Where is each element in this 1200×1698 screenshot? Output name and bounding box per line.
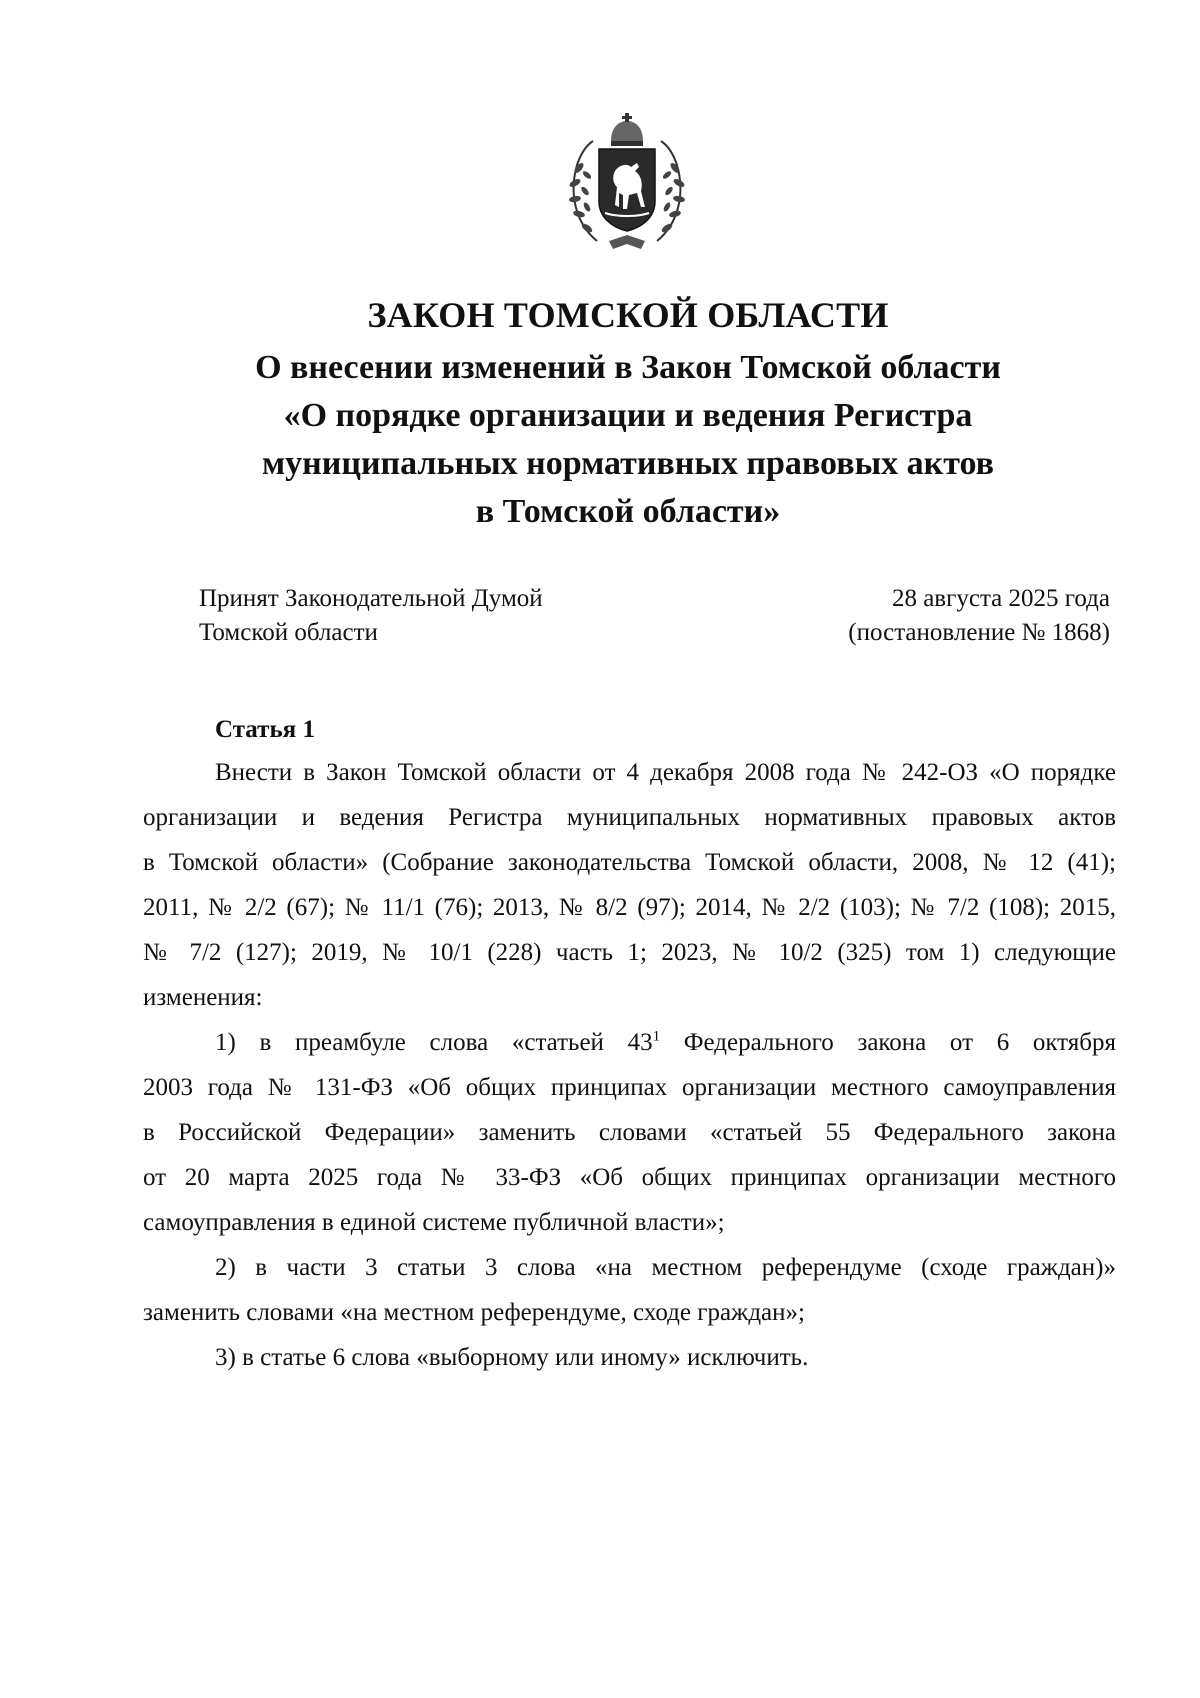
item-1-text: Федерального закона от 6 октября: [660, 1029, 1116, 1056]
item-1-first-line: [143, 1020, 1116, 1065]
body-line: 2003 года № 131-ФЗ «Об общих принципах организации местного самоуправления: [143, 1074, 1116, 1101]
body-line: 2011, № 2/2 (67); № 11/1 (76); 2013, № 8/2 (97); 2014, № 2/2 (103); № 7/2 (108); 2015,: [143, 894, 1116, 921]
superscript: 1: [652, 1028, 661, 1045]
subtitle-line: в Томской области»: [475, 493, 781, 530]
body-line: в Российской Федерации» заменить словами «статьей 55 Федерального закона: [143, 1119, 1116, 1146]
body-line: Внести в Закон Томской области от 4 декабря 2008 года № 242-ОЗ «О порядке: [215, 759, 1116, 786]
body-line: от 20 марта 2025 года № 33-ФЗ «Об общих принципах организации местного: [143, 1164, 1116, 1191]
body-line: организации и ведения Регистра муниципальных нормативных правовых актов: [143, 804, 1116, 831]
subtitle-line: О внесении изменений в Закон Томской области: [255, 349, 1001, 386]
adopted-by-line: Томской области: [199, 619, 378, 646]
body-line: изменения:: [143, 984, 263, 1011]
law-title-block: [0, 293, 1200, 536]
item-3-line: 3) в статье 6 слова «выборному или иному» исключить.: [215, 1344, 809, 1371]
body-line: самоуправления в единой системе публичной власти»;: [143, 1209, 725, 1236]
article-body: [143, 750, 1116, 1380]
coat-of-arms-icon: [557, 113, 697, 255]
adopted-by-line: Принят Законодательной Думой: [199, 585, 543, 612]
adoption-date: [848, 582, 1110, 650]
law-subtitle: [0, 344, 1200, 536]
law-title: ЗАКОН ТОМСКОЙ ОБЛАСТИ: [367, 295, 889, 335]
subtitle-line: муниципальных нормативных правовых актов: [262, 445, 994, 482]
subtitle-line: «О порядке организации и ведения Регистра: [283, 397, 973, 434]
body-line: № 7/2 (127); 2019, № 10/1 (228) часть 1; 2023, № 10/2 (325) том 1) следующие: [143, 939, 1116, 966]
body-line: в Томской области» (Собрание законодательства Томской области, 2008, № 12 (41);: [143, 849, 1116, 876]
item-2-line: 2) в части 3 статьи 3 слова «на местном референдуме (сходе граждан)»: [215, 1254, 1116, 1281]
item-2-line: заменить словами «на местном референдуме, сходе граждан»;: [143, 1299, 805, 1326]
adopted-by: [199, 582, 543, 650]
adoption-date-line: 28 августа 2025 года: [891, 585, 1110, 612]
resolution-number: (постановление № 1868): [848, 619, 1110, 646]
item-1-text: 1) в преамбуле слова «статьей 43: [215, 1029, 653, 1056]
article-heading: Статья 1: [215, 716, 315, 743]
